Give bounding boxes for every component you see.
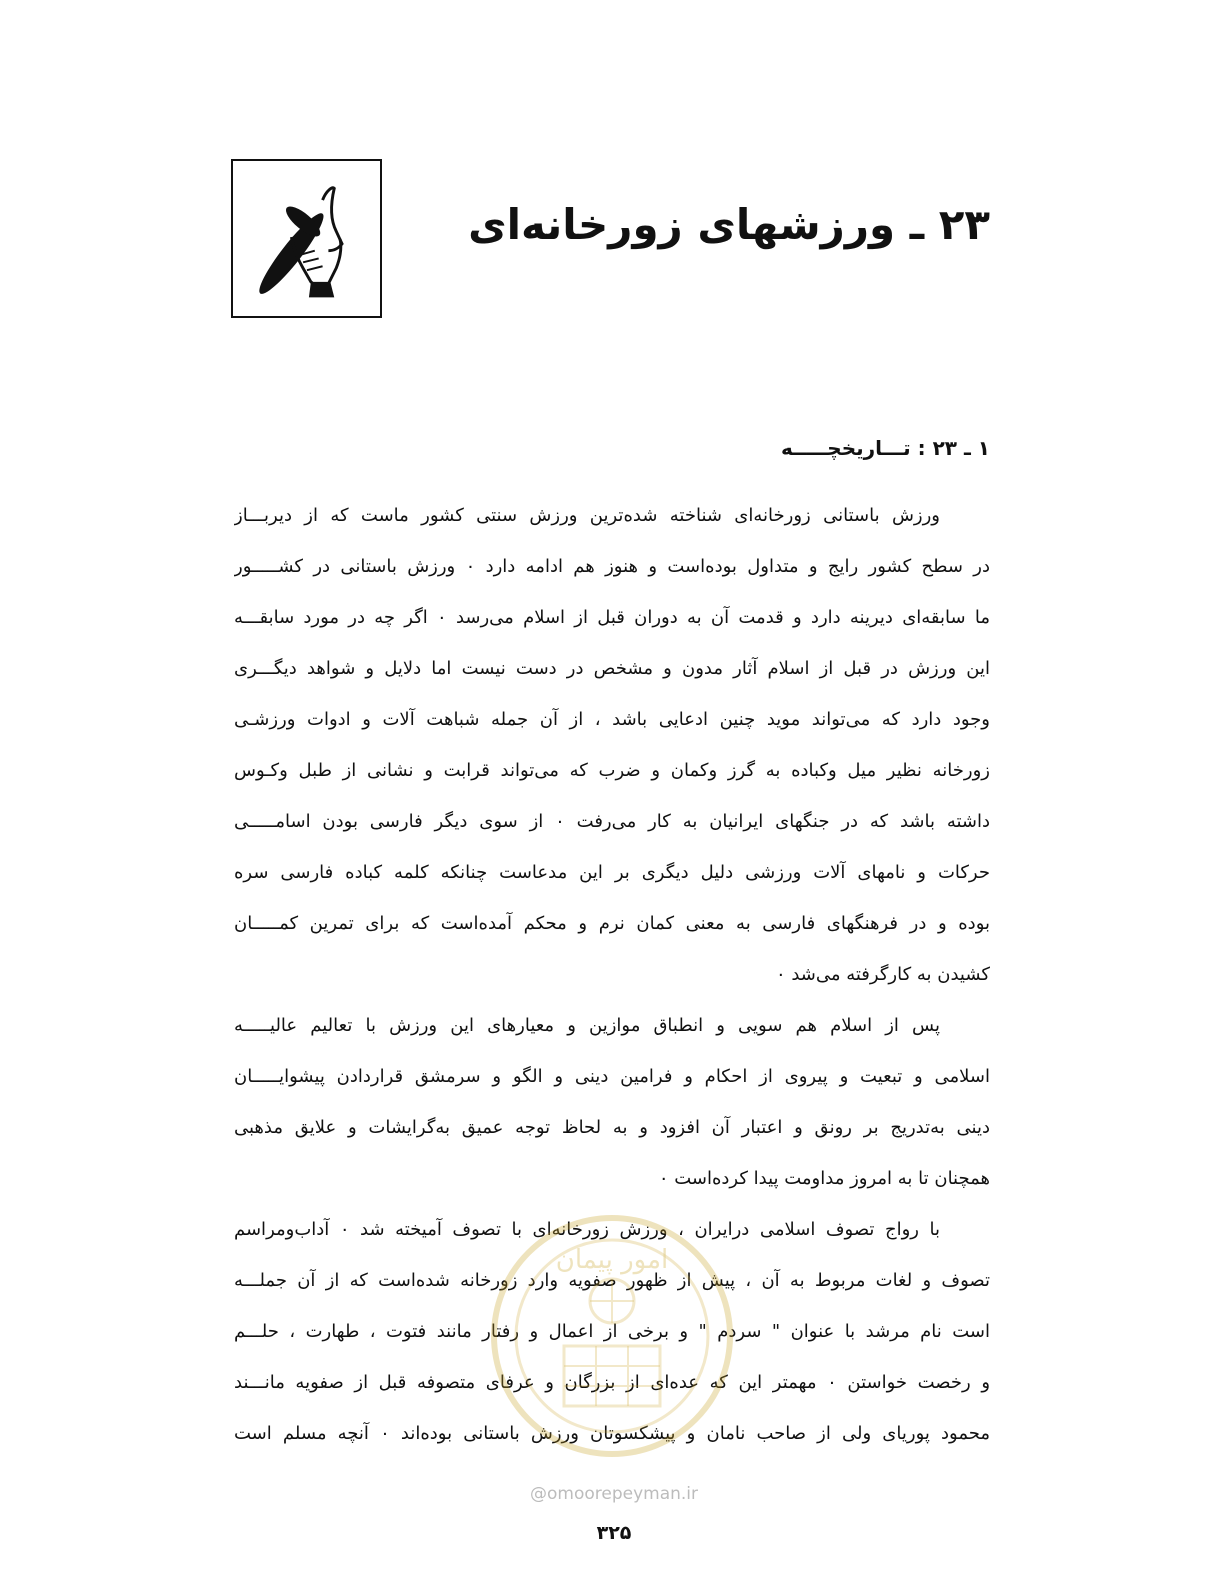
text-line: این ورزش در قبل از اسلام آثار مدون و مشخص در دست نیست اما دلایل و شواهد دیگـــری <box>234 658 990 679</box>
text-line: اسلامی و تبعیت و پیروی از احکام و فرامین دینی و الگو و سرمشق قراردادن پیشوایـــــان <box>234 1066 990 1087</box>
watermark-url: @omoorepeyman.ir <box>529 1484 699 1504</box>
text-line: با رواج تصوف اسلامی درایران ، ورزش زورخانه‌ای با تصوف آمیخته شد ۰ آداب‌ومراسم <box>234 1219 940 1240</box>
text-line: ورزش باستانی زورخانه‌ای شناخته شده‌ترین ورزش سنتی کشور ماست که از دیربـــاز <box>234 505 940 526</box>
text-line: ما سابقه‌ای دیرینه دارد و قدمت آن به دوران قبل از اسلام می‌رسد ۰ اگر چه در مورد سابقـــه <box>234 607 990 628</box>
text-line: پس از اسلام هم سویی و انطباق موازین و معیارهای این ورزش با تعالیم عالیـــــه <box>234 1015 940 1036</box>
text-line: وجود دارد که می‌تواند موید چنین ادعایی باشد ، از آن جمله شباهت آلات و ادوات ورزشـی <box>234 709 990 730</box>
paragraph-2 <box>234 1006 990 1210</box>
watermark-logo-text: امور پیمان <box>555 1245 669 1275</box>
chapter-title: ۲۳ ـ ورزشهای زورخانه‌ای <box>468 200 990 249</box>
text-line: و رخصت خواستن ۰ مهمتر این که عده‌ای از بزرگان و عرفای متصوفه قبل از صفویه مانـــند <box>234 1372 990 1393</box>
section-heading: ۱ ـ ۲۳ : تـــاریخچـــــه <box>780 436 990 460</box>
text-line: همچنان تا به امروز مداومت پیدا کرده‌است ۰ <box>658 1168 990 1189</box>
page-number: ۳۲۵ <box>596 1522 632 1544</box>
text-line: است نام مرشد با عنوان " سردم " و برخی از اعمال و رفتار مانند فتوت ، طهارت ، حلـــم <box>234 1321 990 1342</box>
paragraph-1 <box>234 496 990 1006</box>
text-line: تصوف و لغات مربوط به آن ، پیش از ظهور صفویه وارد زورخانه شده‌است که از آن جملـــه <box>234 1270 990 1291</box>
text-line: دینی به‌تدریج بر رونق و اعتبار آن افزود و به لحاظ توجه عمیق به‌گرایشات و علایق مذهبی <box>234 1117 990 1138</box>
body-text <box>234 496 990 1465</box>
text-line: کشیدن به کارگرفته می‌شد ۰ <box>775 964 990 985</box>
wrestler-with-club-icon <box>231 159 382 318</box>
text-line: محمود پوریای ولی از صاحب نامان و پیشکسوتان ورزش باستانی بوده‌اند ۰ آنچه مسلم است <box>234 1423 990 1444</box>
text-line: زورخانه نظیر میل وکباده به گرز وکمان و ضرب که می‌تواند قرابت و نشانی از طبل وکـوس <box>234 760 990 781</box>
text-line: بوده و در فرهنگهای فارسی به معنی کمان نرم و محکم آمده‌است که برای تمرین کمـــــان <box>234 913 990 934</box>
text-line: حرکات و نامهای آلات ورزشی دلیل دیگری بر این مدعاست چنانکه کلمه کباده فارسی سره <box>234 862 990 883</box>
text-line: داشته باشد که در جنگهای ایرانیان به کار می‌رفت ۰ از سوی دیگر فارسی بودن اسامـــــی <box>234 811 990 832</box>
paragraph-3 <box>234 1210 990 1465</box>
text-line: در سطح کشور رایج و متداول بوده‌است و هنوز هم ادامه دارد ۰ ورزش باستانی در کشـــــور <box>234 556 990 577</box>
